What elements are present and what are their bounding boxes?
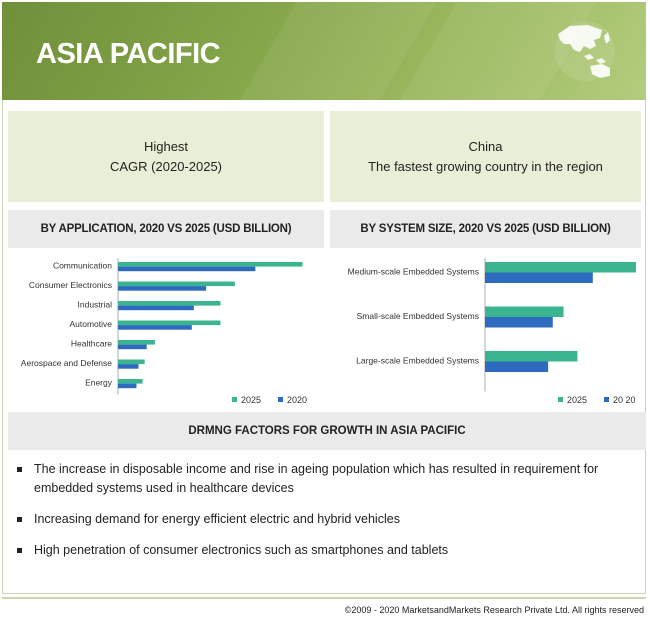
category-label: Healthcare [70, 338, 112, 349]
bar-2020-industrial [118, 306, 194, 311]
bar-2025-automotive [118, 321, 221, 326]
highest-cagr-box [8, 111, 324, 202]
bullet-icon [17, 517, 22, 522]
bar-2020-aerospace-and-defense [118, 364, 139, 369]
legend-swatch-2020 [278, 397, 283, 402]
category-label: Consumer Electronics [28, 280, 112, 291]
category-label: Medium-scale Embedded Systems [347, 266, 479, 277]
category-label: Large-scale Embedded Systems [356, 355, 479, 366]
category-label: Industrial [77, 299, 112, 310]
legend-label-2020: 20 20 [613, 395, 636, 405]
bullet-icon [17, 548, 22, 553]
drivers-list [14, 460, 634, 572]
highest-label: Highest [143, 138, 189, 154]
asia-pacific-map-icon [550, 16, 620, 86]
drivers-header: DRMNG FACTORS FOR GROWTH IN ASIA PACIFIC [8, 412, 646, 450]
bar-2020-energy [118, 384, 136, 389]
bar-2025-communication [118, 262, 303, 267]
system-size-bar-chart [330, 254, 641, 410]
category-label: Automotive [69, 319, 112, 330]
bar-2025-healthcare [118, 340, 155, 345]
region-title: ASIA PACIFIC [36, 38, 221, 70]
application-chart-header: BY APPLICATION, 2020 VS 2025 (USD BILLION) [8, 210, 324, 248]
driver-item [14, 541, 634, 560]
cagr-period-label: CAGR (2020-2025) [110, 158, 222, 174]
legend-swatch-2025 [558, 397, 563, 402]
bullet-icon [17, 467, 22, 472]
category-label: Aerospace and Defense [20, 358, 112, 369]
bar-2020-communication [118, 267, 255, 272]
region-banner [2, 2, 646, 100]
bar-2020-automotive [118, 325, 192, 330]
bar-2020-small-scale-embedded-systems [485, 317, 553, 328]
legend-label-2020: 2020 [287, 395, 308, 405]
copyright-text: ©2009 - 2020 MarketsandMarkets Research Private Ltd. All rights reserved [344, 605, 644, 615]
category-label: Communication [52, 260, 112, 271]
bar-2025-consumer-electronics [118, 282, 235, 287]
driver-text: The increase in disposable income and rise in ageing population which has resulted in requirement for embedded systems used in healthcare devices [34, 462, 599, 495]
bar-2025-aerospace-and-defense [118, 360, 145, 365]
legend-label-2025: 2025 [241, 395, 262, 405]
legend-label-2025: 2025 [567, 395, 588, 405]
driver-text: High penetration of consumer electronics such as smartphones and tablets [34, 543, 449, 557]
driver-text: Increasing demand for energy efficient electric and hybrid vehicles [34, 512, 400, 526]
legend-swatch-2020 [604, 397, 609, 402]
footer-divider [2, 597, 646, 599]
application-bar-chart [8, 254, 324, 410]
bar-2025-industrial [118, 301, 221, 306]
fastest-country-box [330, 111, 641, 202]
bar-2020-medium-scale-embedded-systems [485, 273, 593, 284]
country-name: China [468, 138, 503, 154]
bar-2025-small-scale-embedded-systems [485, 307, 564, 318]
bar-2020-large-scale-embedded-systems [485, 362, 548, 373]
legend-swatch-2025 [232, 397, 237, 402]
system-size-chart-header: BY SYSTEM SIZE, 2020 VS 2025 (USD BILLION) [330, 210, 641, 248]
fastest-growing-label: The fastest growing country in the region [368, 158, 603, 174]
category-label: Small-scale Embedded Systems [356, 311, 479, 321]
bar-2020-healthcare [118, 345, 147, 350]
bar-2025-medium-scale-embedded-systems [485, 262, 636, 273]
category-label: Energy [85, 377, 112, 388]
bar-2020-consumer-electronics [118, 286, 206, 291]
driver-item [14, 460, 634, 498]
bar-2025-large-scale-embedded-systems [485, 351, 577, 362]
bar-2025-energy [118, 379, 143, 384]
driver-item [14, 510, 634, 529]
